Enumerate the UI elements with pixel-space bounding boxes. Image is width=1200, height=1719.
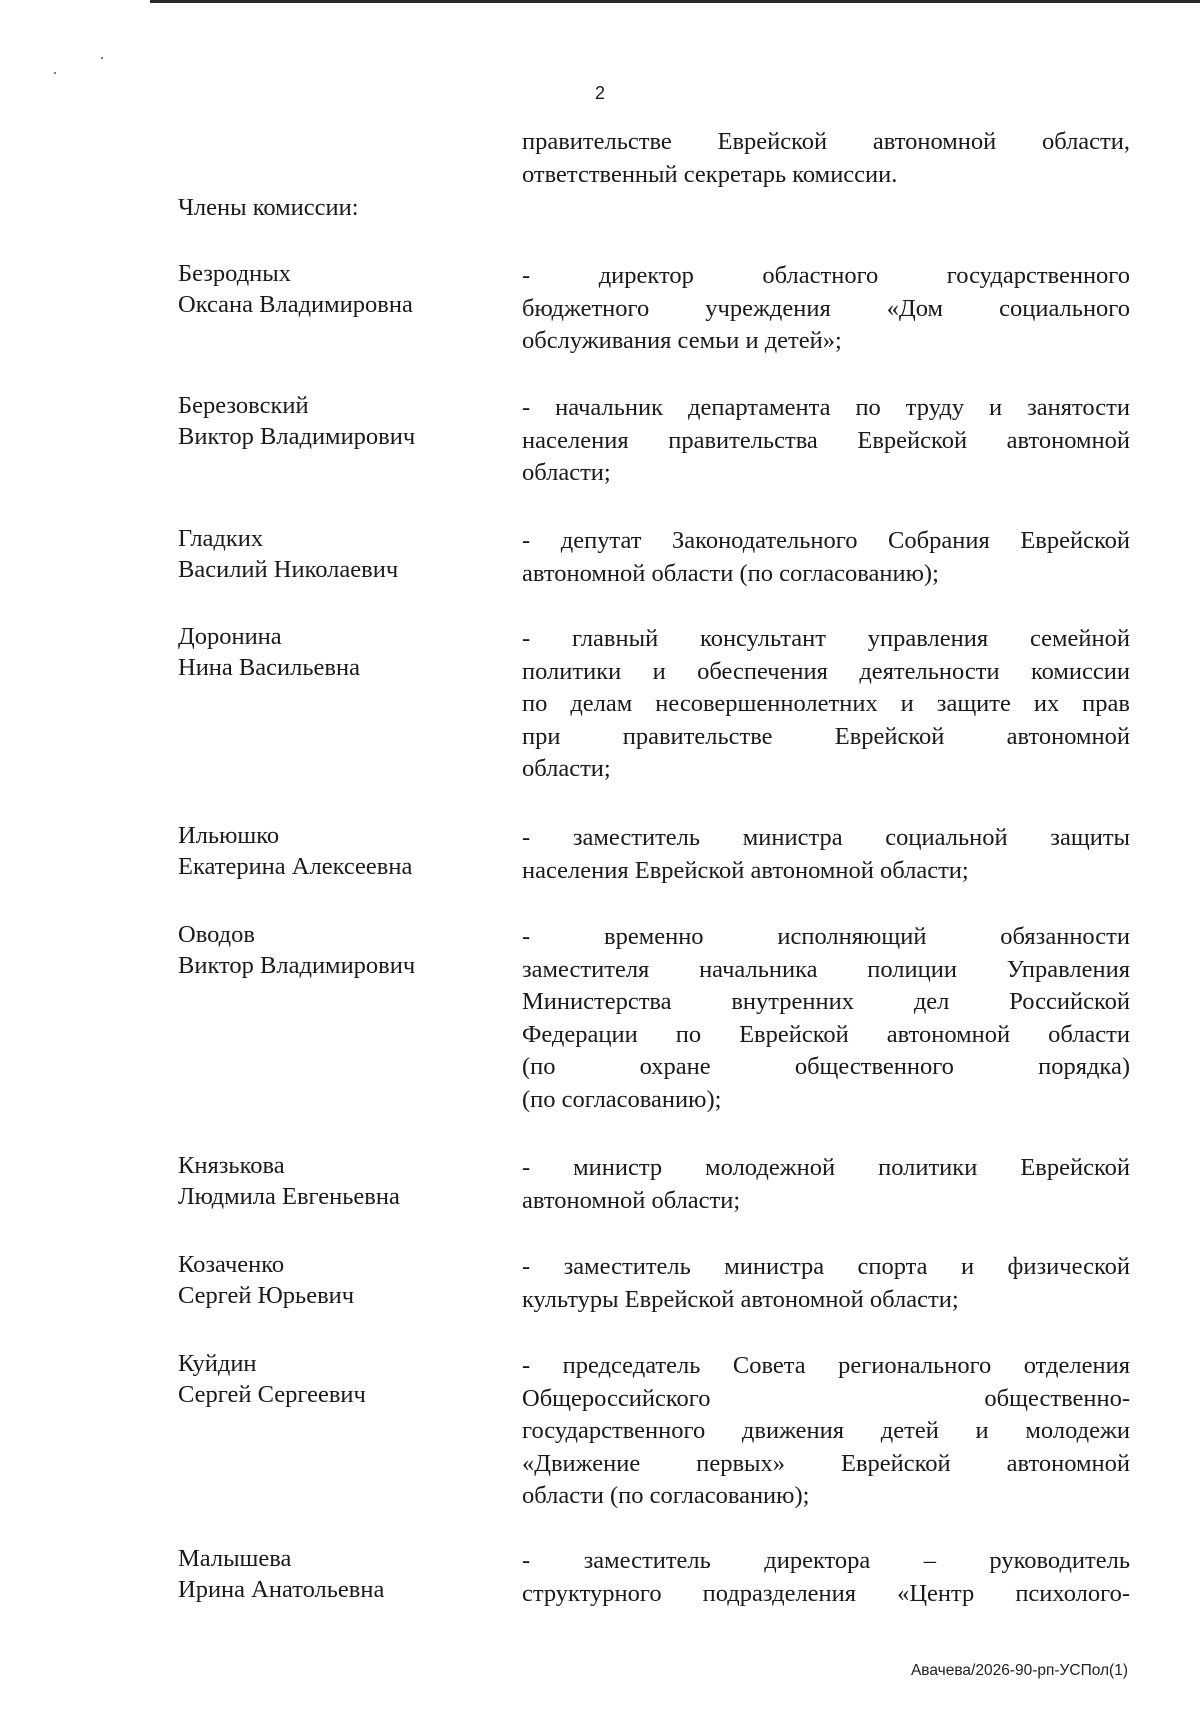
- text-line: ответственный секретарь комиссии.: [522, 160, 898, 188]
- member-position: [522, 1350, 1130, 1513]
- text-line: области;: [522, 755, 611, 782]
- text-line: заместителя начальника полиции Управления: [522, 955, 1130, 983]
- text-line: государственного движения детей и молодежи: [522, 1417, 1130, 1444]
- text-line: (по согласованию);: [522, 1085, 722, 1113]
- text-line: политики и обеспечения деятельности комиссии: [522, 657, 1130, 685]
- scan-speck: [54, 72, 56, 74]
- members-heading: Члены комиссии:: [178, 194, 359, 221]
- text-line: по делам несовершеннолетних и защите их прав: [522, 690, 1130, 717]
- text-line: бюджетного учреждения «Дом социального: [522, 294, 1130, 322]
- member-surname: Безродных: [178, 260, 292, 287]
- member-given-name: Виктор Владимирович: [178, 952, 416, 979]
- member-given-name: Ирина Анатольевна: [178, 1576, 385, 1603]
- text-line: - заместитель министра спорта и физической: [522, 1253, 1130, 1280]
- member-surname: Малышева: [178, 1545, 292, 1572]
- member-name: [178, 523, 498, 585]
- member-given-name: Виктор Владимирович: [178, 423, 416, 450]
- member-position: [522, 1152, 1130, 1217]
- top-rule: [150, 0, 1200, 3]
- member-surname: Доронина: [178, 623, 282, 650]
- member-given-name: Сергей Сергеевич: [178, 1381, 366, 1408]
- member-name: [178, 820, 498, 882]
- member-name: [178, 1150, 498, 1212]
- text-line: - министр молодежной политики Еврейской: [522, 1154, 1130, 1181]
- text-line: Федерации по Еврейской автономной области: [522, 1020, 1130, 1048]
- member-name: [178, 1348, 498, 1410]
- text-line: при правительстве Еврейской автономной: [522, 722, 1130, 750]
- member-position: [522, 525, 1130, 590]
- text-line: культуры Еврейской автономной области;: [522, 1285, 959, 1313]
- member-name: [178, 258, 498, 320]
- member-surname: Козаченко: [178, 1251, 285, 1278]
- member-given-name: Василий Николаевич: [178, 556, 399, 583]
- text-line: населения правительства Еврейской автономной: [522, 426, 1130, 454]
- text-line: правительстве Еврейской автономной области,: [522, 128, 1130, 155]
- member-position: [522, 921, 1130, 1116]
- member-name: [178, 919, 498, 981]
- text-line: - временно исполняющий обязанности: [522, 923, 1130, 950]
- member-surname: Оводов: [178, 921, 255, 948]
- text-line: населения Еврейской автономной области;: [522, 856, 969, 884]
- member-given-name: Людмила Евгеньевна: [178, 1183, 400, 1210]
- member-position: [522, 822, 1130, 887]
- member-position: [522, 260, 1130, 358]
- text-line: - директор областного государственного: [522, 262, 1130, 289]
- text-line: структурного подразделения «Центр психолого-: [522, 1579, 1130, 1607]
- text-line: «Движение первых» Еврейской автономной: [522, 1449, 1130, 1477]
- member-given-name: Нина Васильевна: [178, 654, 360, 681]
- text-line: обслуживания семьи и детей»;: [522, 327, 842, 354]
- document-reference: Авачева/2026-90-рп-УСПол(1): [910, 1662, 1128, 1679]
- text-line: - начальник департамента по труду и занятости: [522, 394, 1130, 421]
- scan-speck: [101, 57, 103, 59]
- member-name: [178, 1543, 498, 1605]
- member-surname: Ильюшко: [178, 822, 280, 849]
- member-surname: Березовский: [178, 392, 309, 419]
- member-name: [178, 621, 498, 683]
- text-line: - председатель Совета регионального отделения: [522, 1352, 1130, 1379]
- member-name: [178, 390, 498, 452]
- page-number: 2: [594, 83, 605, 103]
- member-name: [178, 1249, 498, 1311]
- member-surname: Князькова: [178, 1152, 285, 1179]
- member-surname: Куйдин: [178, 1350, 257, 1377]
- text-line: - заместитель министра социальной защиты: [522, 824, 1130, 851]
- continuation-text: [522, 126, 1130, 191]
- text-line: (по охране общественного порядка): [522, 1053, 1130, 1080]
- member-position: [522, 392, 1130, 490]
- text-line: - депутат Законодательного Собрания Еврейской: [522, 527, 1130, 554]
- text-line: Общероссийского общественно-: [522, 1384, 1130, 1412]
- member-surname: Гладких: [178, 525, 264, 552]
- text-line: - заместитель директора – руководитель: [522, 1547, 1130, 1574]
- member-position: [522, 1545, 1130, 1610]
- member-given-name: Сергей Юрьевич: [178, 1282, 355, 1309]
- member-given-name: Екатерина Алексеевна: [178, 853, 413, 880]
- text-line: области (по согласованию);: [522, 1482, 810, 1509]
- text-line: Министерства внутренних дел Российской: [522, 988, 1130, 1015]
- text-line: - главный консультант управления семейной: [522, 625, 1130, 652]
- member-given-name: Оксана Владимировна: [178, 291, 413, 318]
- text-line: области;: [522, 459, 611, 486]
- text-line: автономной области;: [522, 1186, 741, 1214]
- member-position: [522, 623, 1130, 786]
- member-position: [522, 1251, 1130, 1316]
- text-line: автономной области (по согласованию);: [522, 559, 939, 587]
